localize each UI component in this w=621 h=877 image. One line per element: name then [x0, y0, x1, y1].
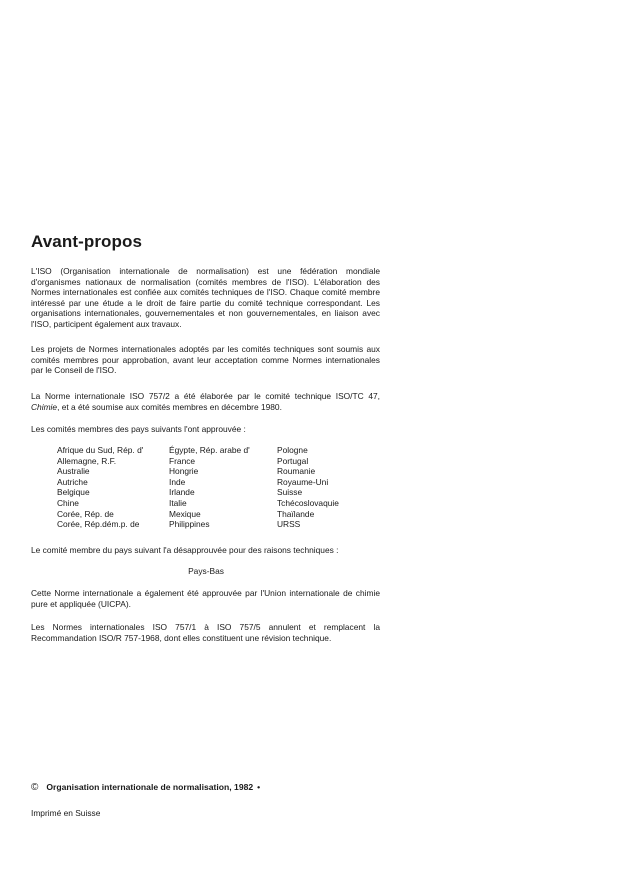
- page-title: Avant-propos: [31, 232, 143, 251]
- country: Italie: [169, 497, 187, 508]
- country: Pologne: [277, 445, 308, 455]
- standard-text-2: , et a été soumise aux comités membres en décembre 1980.: [57, 401, 282, 412]
- country: Tchécoslovaquie: [277, 497, 339, 508]
- disapproved-country: Pays-Bas: [188, 566, 224, 576]
- country: Corée, Rép. de: [57, 508, 114, 519]
- copyright-text: Organisation internationale de normalisation, 1982: [46, 782, 254, 792]
- country: Afrique du Sud, Rép. d': [57, 445, 144, 455]
- replacement-paragraph: Les Normes internationales ISO 757/1 à ISO 757/5 annulent et remplacent la Recommandation ISO/R 757-1968, dont elles constituent une révision technique.: [31, 622, 380, 643]
- country-column-3: [277, 445, 387, 530]
- committee-name: Chimie: [31, 401, 58, 412]
- country: Corée, Rép.dém.p. de: [57, 519, 140, 530]
- country: Chine: [57, 497, 79, 508]
- standard-paragraph: [31, 391, 380, 412]
- country: Suisse: [277, 487, 303, 498]
- country-column-2: [169, 445, 277, 530]
- country: Mexique: [169, 508, 201, 519]
- intro-paragraph: L'ISO (Organisation internationale de normalisation) est une fédération mondiale d'organismes nationaux de normalisation (comités membres de l'ISO). L'élaboration des Normes internationales est confiée aux comités techniques de l'ISO. Chaque comité membre intéressé par une étude a le droit de faire partie du comité technique correspondant. Les organisations internationales, gouvernementales et non gouvernementales, en liaison avec l'ISO, participent également aux travaux.: [31, 266, 380, 329]
- country: Portugal: [277, 455, 309, 466]
- standard-text-1: La Norme internationale ISO 757/2 a été élaborée par le comité technique ISO/TC 47,: [31, 391, 380, 401]
- country: Autriche: [57, 476, 88, 487]
- approved-intro: Les comités membres des pays suivants l'ont approuvée :: [31, 424, 246, 434]
- country: URSS: [277, 519, 301, 530]
- country: Hongrie: [169, 466, 199, 477]
- iupac-paragraph: Cette Norme internationale a également été approuvée par l'Union internationale de chimie pure et appliquée (UICPA).: [31, 588, 380, 609]
- country: Inde: [169, 476, 186, 487]
- country: Égypte, Rép. arabe d': [169, 445, 250, 455]
- country: Irlande: [169, 487, 195, 498]
- adoption-paragraph: Les projets de Normes internationales adoptés par les comités techniques sont soumis aux comités membres pour approbation, avant leur acceptation comme Normes internationales par le Conseil de l'ISO.: [31, 344, 380, 376]
- printed-in: Imprimé en Suisse: [31, 808, 101, 818]
- country: Belgique: [57, 487, 90, 498]
- country: Thaïlande: [277, 508, 315, 519]
- country: Allemagne, R.F.: [57, 455, 117, 466]
- copyright-line: [31, 782, 260, 793]
- country-list: [57, 445, 387, 530]
- disapproved-intro: Le comité membre du pays suivant l'a désapprouvée pour des raisons techniques :: [31, 545, 339, 555]
- country: Roumanie: [277, 466, 316, 477]
- country: Philippines: [169, 519, 210, 530]
- country: France: [169, 455, 196, 466]
- copyright-icon: ©: [31, 782, 39, 793]
- country: Australie: [57, 466, 90, 477]
- bullet-icon: •: [257, 782, 261, 792]
- country-column-1: [57, 445, 169, 530]
- country: Royaume-Uni: [277, 476, 329, 487]
